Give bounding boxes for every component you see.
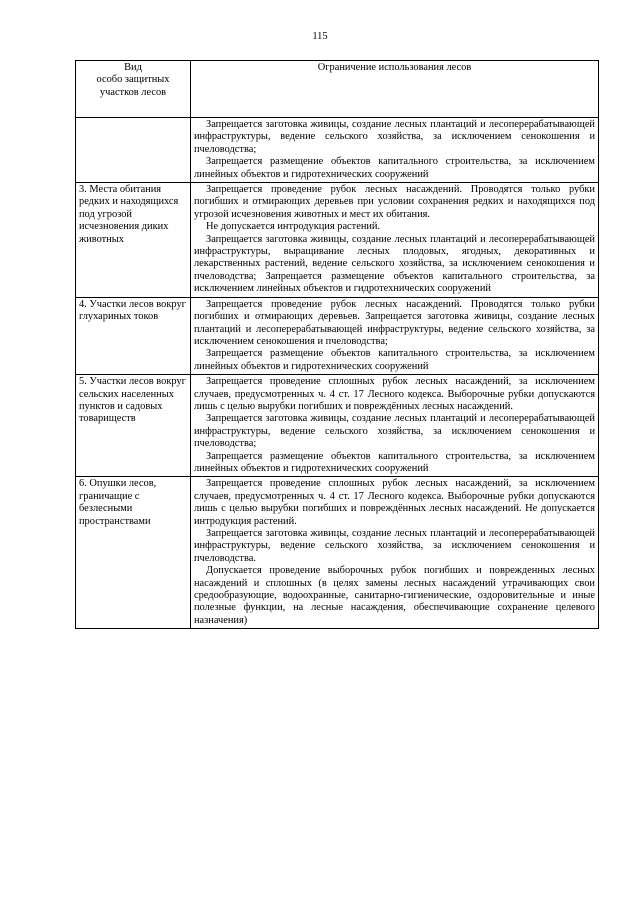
row-restrictions <box>191 477 599 629</box>
header-usage-restriction: Ограничение использования лесов <box>191 61 599 118</box>
page-number: 115 <box>312 31 328 42</box>
restriction-paragraph: Запрещается проведение сплошных рубок лесных насаждений, за исключением случаев, предусмотренных ч. 4 ст. 17 Лесного кодекса. Выборочные рубки допускаются лишь с целью вырубки погибших и повреждённых лесных насаждений. <box>194 376 595 412</box>
row-restrictions <box>191 118 599 183</box>
row-restrictions <box>191 297 599 374</box>
restriction-paragraph: Запрещается проведение рубок лесных насаждений. Проводятся только рубки погибших и отмирающих деревьев при условии сохранения редких и находящихся под угрозой исчезновения животных и мест их обитания. <box>194 184 595 220</box>
row-restrictions <box>191 183 599 298</box>
header-protected-area-type: Вид особо защитных участков лесов <box>76 61 191 118</box>
row-category: 6. Опушки лесов, граничащие с безлесными пространствами <box>76 477 191 629</box>
restriction-paragraph: Не допускается интродукция растений. <box>206 221 381 233</box>
restriction-paragraph: Запрещается размещение объектов капитального строительства, за исключением линейных объектов и гидротехнических сооружений <box>194 450 595 474</box>
row-category: 3. Места обитания редких и находящихся под угрозой исчезновения диких животных <box>76 183 191 298</box>
restriction-paragraph: Запрещается размещение объектов капитального строительства, за исключением линейных объектов и гидротехнических сооружений <box>194 348 595 372</box>
row-category: 4. Участки лесов вокруг глухариных токов <box>76 297 191 374</box>
restriction-paragraph: Запрещается проведение рубок лесных насаждений. Проводятся только рубки погибших и отмирающих деревьев. Запрещается заготовка живицы, создание лесных плантаций и лесоперерабатывающей инфраструктуры, ведение сельского хозяйства, за исключением сенокошения и пчеловодства; <box>194 298 595 347</box>
restriction-paragraph: Запрещается заготовка живицы, создание лесных плантаций и лесоперерабатывающей инфраструктуры, ведение сельского хозяйства, за исключением сенокошения и пчеловодства; <box>194 119 595 155</box>
table-header-row <box>76 61 599 118</box>
restriction-paragraph: Запрещается заготовка живицы, создание лесных плантаций и лесоперерабатывающей инфраструктуры, ведение сельского хозяйства, за исключением сенокошения и пчеловодства; <box>194 413 595 450</box>
row-category <box>76 118 191 183</box>
table-row <box>76 477 599 629</box>
table-row <box>76 183 599 298</box>
row-category: 5. Участки лесов вокруг сельских населенных пунктов и садовых товариществ <box>76 375 191 477</box>
restriction-paragraph: Запрещается проведение сплошных рубок лесных насаждений, за исключением случаев, предусмотренных ч. 4 ст. 17 Лесного кодекса. Выборочные рубки допускаются лишь с целью вырубки погибших и повреждённых лесных насаждений. Не допускается интродукция растений. <box>194 478 595 527</box>
restriction-paragraph: Запрещается заготовка живицы, создание лесных плантаций и лесоперерабатывающей инфраструктуры, ведение сельского хозяйства, за исключением сенокошения и пчеловодства. <box>194 528 595 564</box>
restriction-paragraph: Допускается проведение выборочных рубок погибших и поврежденных лесных насаждений и сплошных (в целях замены лесных насаждений утрачивающих свои средообразующие, водоохранные, санитарно-гигиенические, оздоровительные и иные полезные функции, на лесные насаждения, обеспечивающие сохранение целевого назначения) <box>194 565 595 626</box>
restrictions-table <box>75 60 599 629</box>
table-row <box>76 118 599 183</box>
table-row <box>76 297 599 374</box>
restriction-paragraph: Запрещается размещение объектов капитального строительства, за исключением линейных объектов и гидротехнических сооружений <box>194 156 595 180</box>
row-restrictions <box>191 375 599 477</box>
table-row <box>76 375 599 477</box>
restriction-paragraph: Запрещается заготовка живицы, создание лесных плантаций и лесоперерабатывающей инфраструктуры, выращивание лесных плодовых, ягодных, декоративных и лекарственных растений, ведение сельского хозяйства, за исключением сенокошения и пчеловодства; Запрещается размещение объектов капитального строительства, за исключением линейных объектов и гидротехнических сооружений <box>194 233 595 295</box>
